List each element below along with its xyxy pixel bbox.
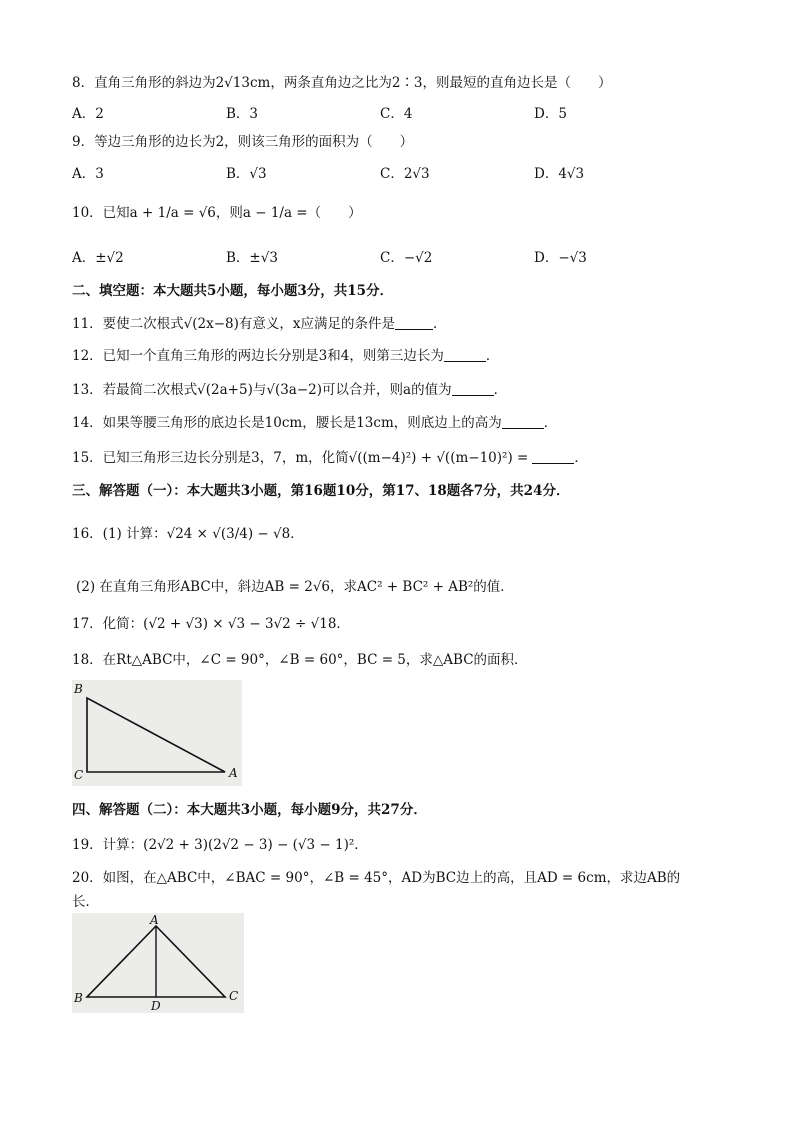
q12-period: ．	[485, 348, 500, 364]
question-17: 17．化简：(√2 + √3) × √3 − 3√2 ÷ √18．	[72, 616, 350, 632]
vertex-label-c: C	[229, 989, 239, 1003]
q14-answer-blank	[502, 414, 544, 429]
section-2-heading: 二、填空题：本大题共5小题，每小题3分，共15分．	[72, 283, 394, 299]
vertex-label-d: D	[151, 999, 161, 1013]
question-14	[72, 413, 557, 433]
question-16-part-1: 16．(1) 计算：√24 × √(3/4) − √8．	[72, 526, 304, 542]
question-18: 18．在Rt△ABC中，∠C = 90°，∠B = 60°，BC = 5，求△ABC的面积．	[72, 652, 528, 668]
section-3-heading: 三、解答题（一）：本大题共3小题，第16题10分，第17、18题各7分，共24分．	[72, 483, 570, 499]
q15-answer-blank	[532, 449, 574, 464]
q8-option-b: B．3	[226, 106, 259, 122]
vertex-label-a: A	[150, 913, 159, 927]
q11-period: ．	[433, 316, 447, 332]
question-9: 9．等边三角形的边长为2，则该三角形的面积为（ ）	[72, 134, 414, 150]
triangle-abc	[87, 698, 225, 772]
q15-text: 15．已知三角形三边长分别是3，7，m，化简√((m−4)²) + √((m−10)²) =	[72, 450, 529, 466]
q9-option-b: B．√3	[226, 166, 267, 182]
right-triangle-diagram	[72, 680, 242, 786]
vertex-label-b: B	[74, 682, 83, 696]
q11-answer-blank	[395, 315, 433, 330]
q9-option-a: A．3	[72, 166, 104, 182]
q12-answer-blank	[444, 347, 486, 362]
q20-triangle-figure	[72, 913, 244, 1013]
vertex-label-a: A	[229, 766, 238, 780]
isosceles-triangle-diagram	[72, 913, 244, 1013]
q10-option-a: A．±√2	[72, 250, 124, 266]
section-4-heading: 四、解答题（二）：本大题共3小题，每小题9分，共27分．	[72, 802, 427, 818]
q9-option-d: D．4√3	[534, 166, 585, 182]
question-10: 10．已知a + 1/a = √6，则a − 1/a =（ ）	[72, 205, 362, 221]
q15-period: ．	[574, 450, 588, 466]
vertex-label-b: B	[74, 991, 83, 1005]
q10-option-d: D．−√3	[534, 250, 587, 266]
q18-triangle-figure	[72, 680, 242, 786]
q8-option-a: A．2	[72, 106, 104, 122]
q14-text: 14．如果等腰三角形的底边长是10cm，腰长是13cm，则底边上的高为	[72, 415, 502, 431]
q10-option-b: B．±√3	[226, 250, 278, 266]
vertex-label-c: C	[74, 768, 84, 782]
q8-option-c: C．4	[380, 106, 413, 122]
question-16-part-2: (2) 在直角三角形ABC中，斜边AB = 2√6，求AC² + BC² + AB²的值．	[76, 579, 514, 595]
q13-period: ．	[493, 382, 508, 398]
question-20-line-1: 20．如图，在△ABC中，∠BAC = 90°，∠B = 45°，AD为BC边上的高，且AD = 6cm，求边AB的	[72, 870, 681, 886]
question-8: 8．直角三角形的斜边为2√13cm，两条直角边之比为2∶3，则最短的直角边长是（ ）	[72, 75, 612, 91]
question-11	[72, 314, 447, 334]
q8-option-d: D．5	[534, 106, 567, 122]
question-20-line-2: 长．	[72, 894, 99, 910]
question-13	[72, 380, 507, 400]
question-19: 19．计算：(2√2 + 3)(2√2 − 3) − (√3 − 1)²．	[72, 837, 368, 853]
question-15	[72, 448, 588, 468]
q13-answer-blank	[452, 381, 494, 396]
q14-period: ．	[543, 415, 558, 431]
q12-text: 12．已知一个直角三角形的两边长分别是3和4，则第三边长为	[72, 348, 444, 364]
q9-option-c: C．2√3	[380, 166, 430, 182]
q10-option-c: C．−√2	[380, 250, 433, 266]
q11-text: 11．要使二次根式√(2x−8)有意义，x应满足的条件是	[72, 316, 396, 332]
question-12	[72, 346, 499, 366]
q13-text: 13．若最简二次根式√(2a+5)与√(3a−2)可以合并，则a的值为	[72, 382, 452, 398]
